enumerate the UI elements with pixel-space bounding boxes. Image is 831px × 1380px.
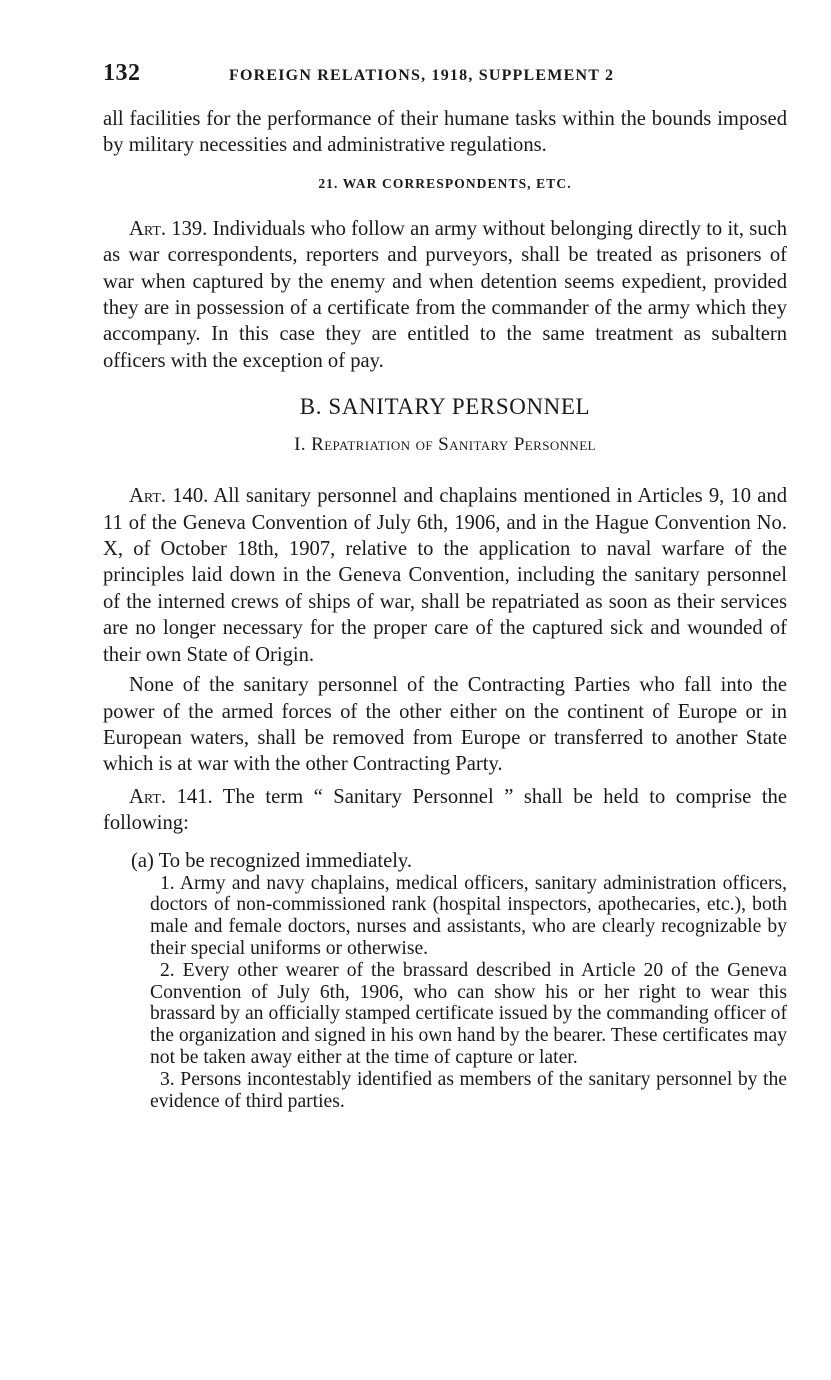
article-140-paragraph-2: None of the sanitary personnel of the Contracting Parties who fall into the power of the armed forces of the other either on the continent of Europe or in European waters, shall be removed from Europe or transferred to another State which is at war with the other Contracting Party. xyxy=(103,674,787,776)
subsection-heading-repatriation: I. Repatriation of Sanitary Personnel xyxy=(294,434,596,456)
article-140 xyxy=(103,483,787,668)
list-a-text: To be recognized immediately. xyxy=(153,849,413,872)
intro-paragraph: all facilities for the performance of their humane tasks within the bounds imposed by military necessities and administrative regulations. xyxy=(103,108,787,157)
article-141 xyxy=(103,784,787,837)
list-item: 1. Army and navy chaplains, medical officers, sanitary administration officers, doctors of non-commissioned rank (hospital inspectors, apothecaries, etc.), both male and female doctors, nurses and assistants, who are clearly recognizable by their special uniforms or otherwise. xyxy=(150,872,787,959)
subheading-war-correspondents: 21. WAR CORRESPONDENTS, ETC. xyxy=(318,175,572,191)
article-140-label: Art. 140. xyxy=(129,485,209,508)
list-item: 3. Persons incontestably identified as members of the sanitary personnel by the evidence of third parties. xyxy=(150,1068,787,1112)
article-139-text: Individuals who follow an army without belonging directly to it, such as war correspondents, reporters and purveyors, shall be treated as prisoners of war when captured by the enemy and when detention seems expedient, provided they are in possession of a certificate from the commander of the army which they accompany. In this case they are entitled to the same treatment as subaltern officers with the exception of pay. xyxy=(103,217,788,372)
page-body xyxy=(103,106,787,1112)
page-header xyxy=(103,60,787,94)
list-a-marker: (a) xyxy=(131,849,154,872)
article-141-text: The term “ Sanitary Personnel ” shall be held to comprise the following: xyxy=(103,785,787,835)
article-139-label: Art. 139. xyxy=(129,217,208,240)
list-a-items xyxy=(103,873,787,1113)
list-a-heading xyxy=(103,849,787,873)
article-140-text: All sanitary personnel and chaplains mentioned in Articles 9, 10 and 11 of the Geneva Convention of July 6th, 1906, and in the Hague Convention No. X, of October 18th, 1907, relative to the application to naval warfare of the principles laid down in the Geneva Convention, including the sanitary personnel of the interned crews of ships of war, shall be repatriated as soon as their services are no longer necessary for the proper care of the captured sick and wounded of their own State of Origin. xyxy=(103,485,787,666)
page-number: 132 xyxy=(103,60,141,86)
list-a xyxy=(103,849,787,1113)
article-141-label: Art. 141. xyxy=(129,785,213,808)
article-139 xyxy=(103,216,787,374)
running-head: FOREIGN RELATIONS, 1918, SUPPLEMENT 2 xyxy=(229,67,615,84)
section-heading-sanitary-personnel: B. SANITARY PERSONNEL xyxy=(299,394,591,420)
list-item: 2. Every other wearer of the brassard described in Article 20 of the Geneva Convention of July 6th, 1906, who can show his or her right to wear this brassard by an officially stamped certificate issued by the commanding officer of the organization and signed in his own hand by the bearer. These certificates may not be taken away either at the time of capture or later. xyxy=(150,959,787,1068)
